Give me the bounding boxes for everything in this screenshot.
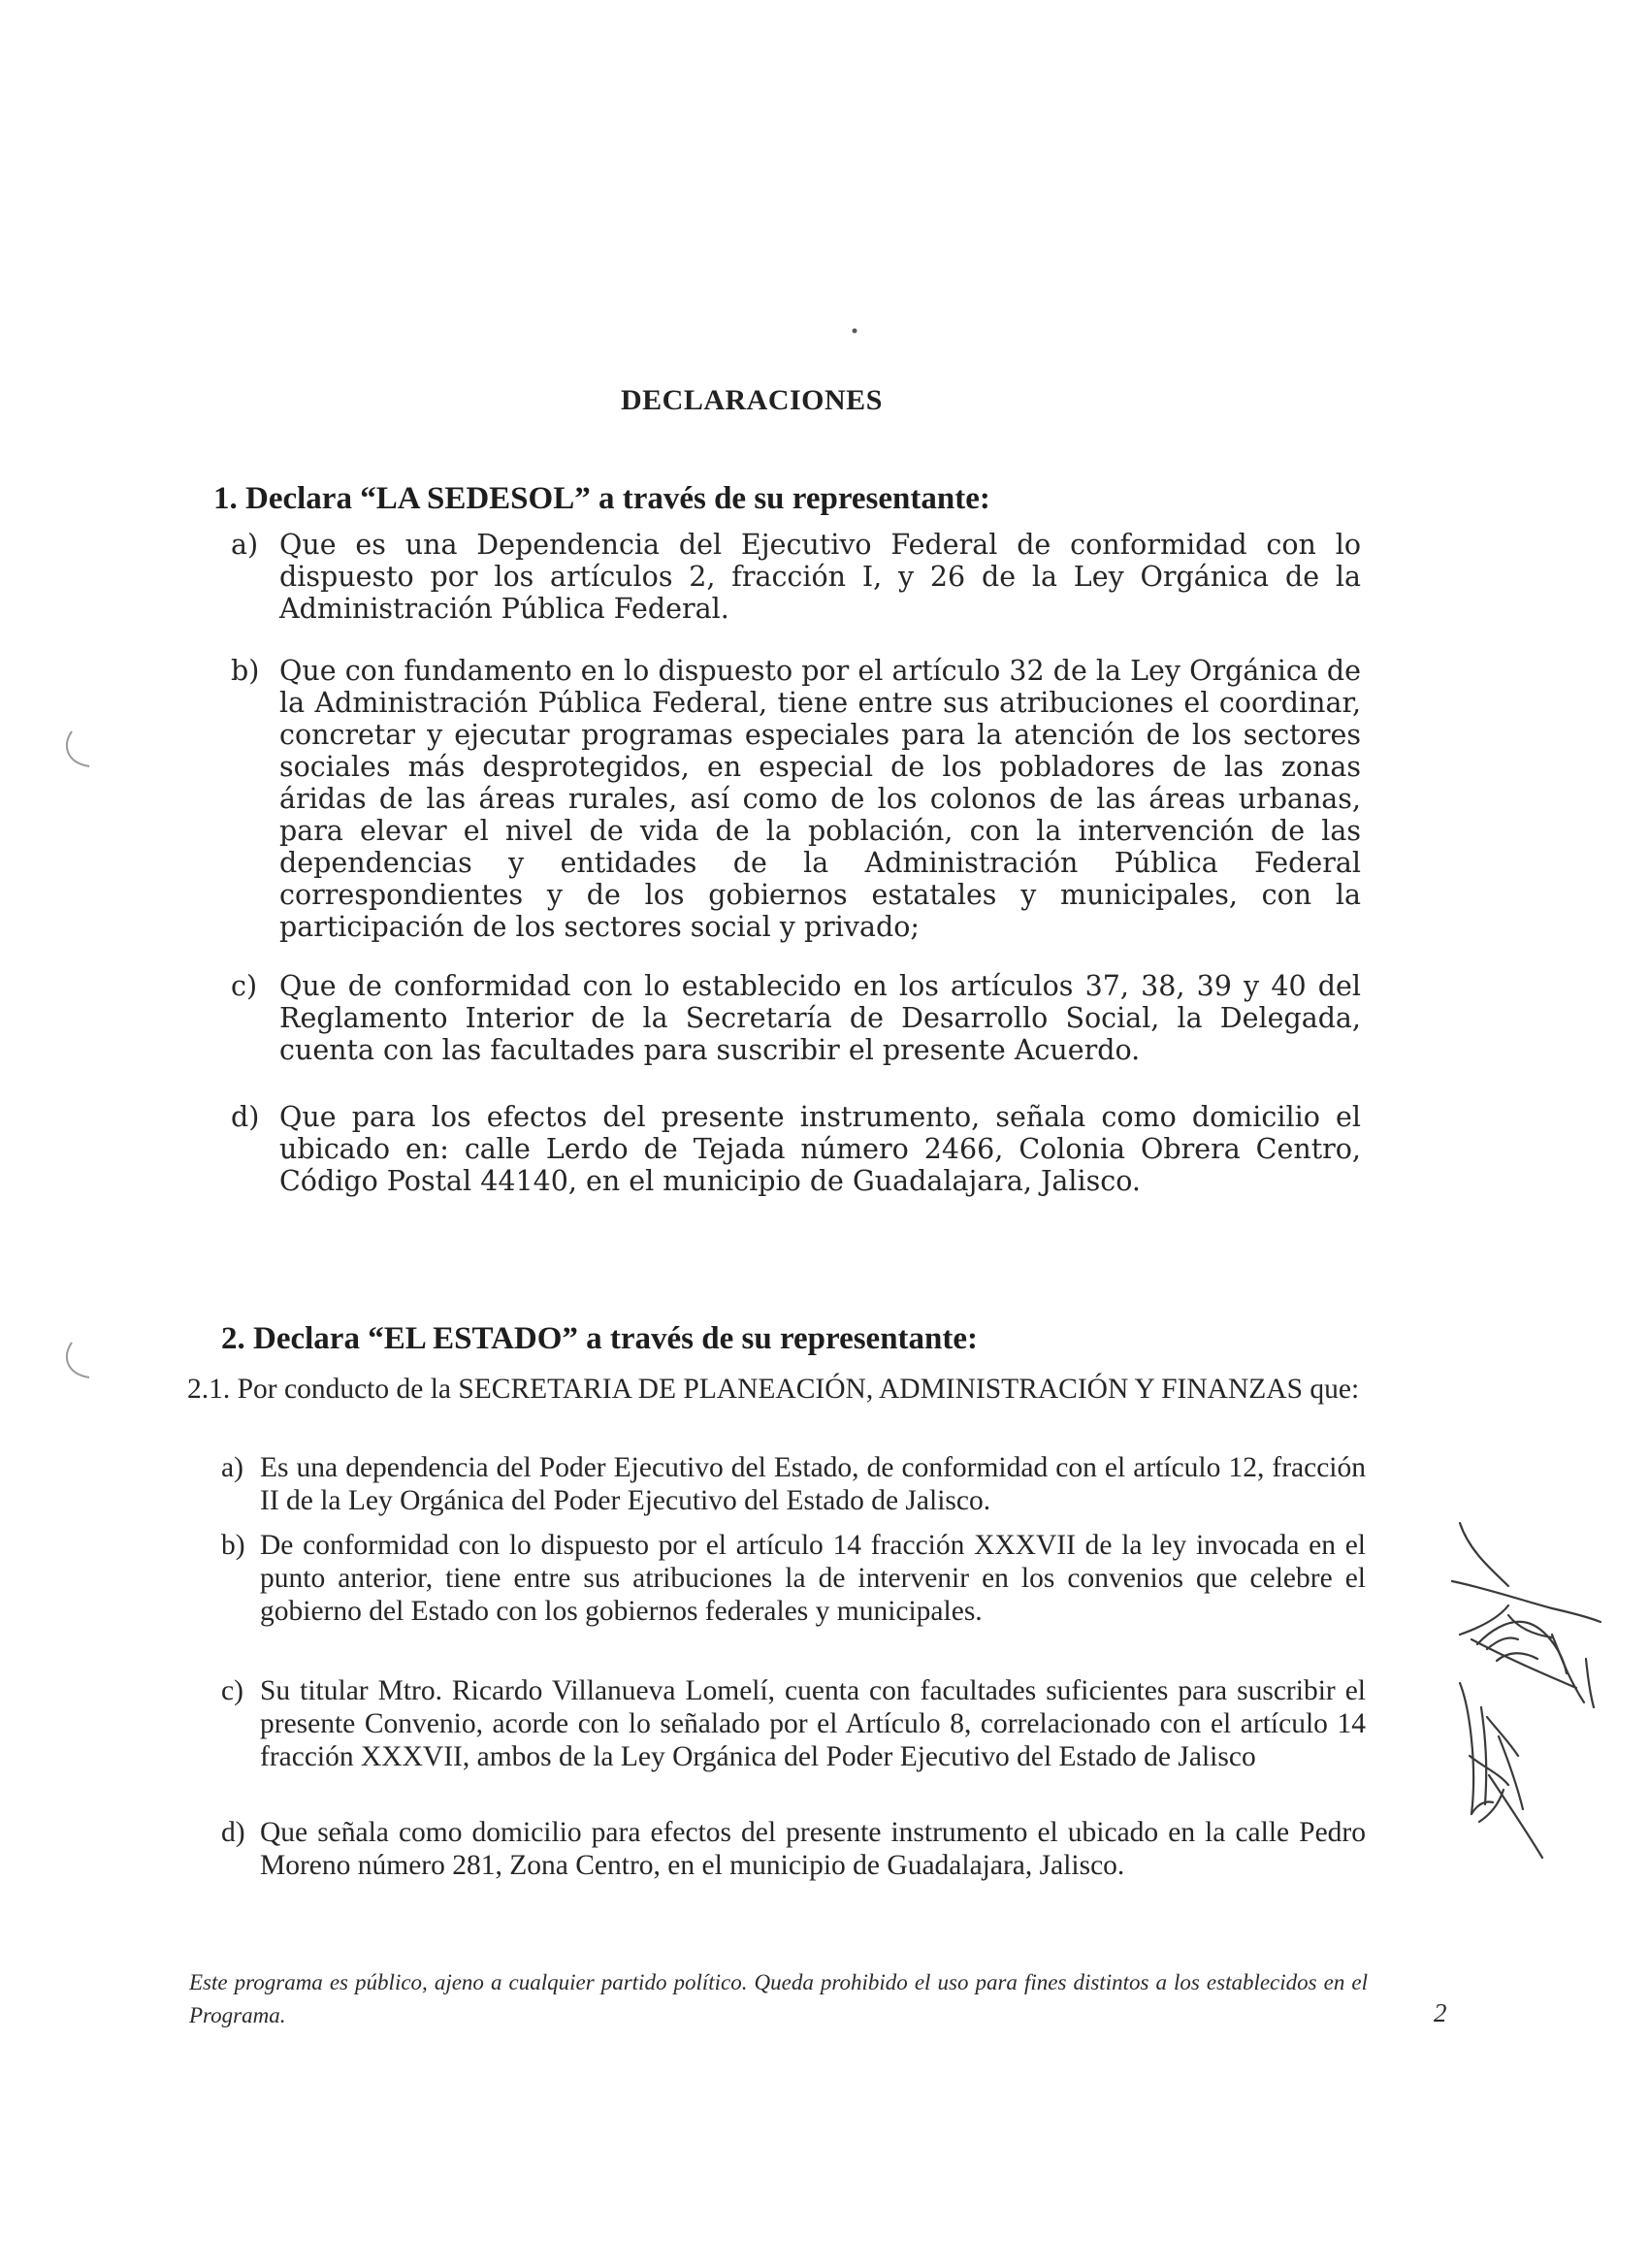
item-label: c) xyxy=(221,1675,243,1706)
item-label: a) xyxy=(221,1452,243,1483)
item-text: Es una dependencia del Poder Ejecutivo del Estado, de conformidad con el artículo 12, fracción II de la Ley Orgánica del Poder Ejecutivo del Estado de Jalisco. xyxy=(260,1452,1366,1516)
item-text: Que para los efectos del presente instrumento, señala como domicilio el ubicado en: calle Lerdo de Tejada número 2466, Colonia Obrera Centro, Código Postal 44140, en el municipio de Guadalajara, Jalisco. xyxy=(279,1101,1361,1197)
footer-disclaimer: Este programa es público, ajeno a cualquier partido político. Queda prohibido el uso para fines distintos a los establecidos en el Programa. xyxy=(189,1970,1368,2027)
item-label: d) xyxy=(231,1101,260,1133)
item-text: De conformidad con lo dispuesto por el artículo 14 fracción XXXVII de la ley invocada en el punto anterior, tiene entre sus atribuciones la de intervenir en los convenios que celebre el gobierno del Estado con los gobiernos federales y municipales. xyxy=(260,1530,1366,1627)
item-text: Que es una Dependencia del Ejecutivo Federal de conformidad con lo dispuesto por los artículos 2, fracción I, y 26 de la Ley Orgánica de la Administración Pública Federal. xyxy=(279,529,1361,625)
section-1-heading: 1. Declara “LA SEDESOL” a través de su representante: xyxy=(213,481,990,516)
scan-mark-dot xyxy=(849,325,860,337)
item-text: Que con fundamento en lo dispuesto por el artículo 32 de la Ley Orgánica de la Administración Pública Federal, tiene entre sus atribuciones el coordinar, concretar y ejecutar programas especiales para la atención de los sectores sociales más desprotegidos, en especial de los pobladores de las zonas áridas de las áreas rurales, así como de los colonos de las áreas urbanas, para elevar el nivel de vida de la población, con la intervención de las dependencias y entidades de la Administración Pública Federal correspondientes y de los gobiernos estatales y municipales, con la participación de los sectores social y privado; xyxy=(279,655,1361,943)
item-label: b) xyxy=(221,1530,245,1561)
item-text: Su titular Mtro. Ricardo Villanueva Lomelí, cuenta con facultades suficientes para suscribir el presente Convenio, acorde con lo señalado por el Artículo 8, correlacionado con el artículo 14 fracción XXXVII, ambos de la Ley Orgánica del Poder Ejecutivo del Estado de Jalisco xyxy=(260,1675,1366,1772)
handwritten-signature xyxy=(1363,1513,1615,1882)
item-label: b) xyxy=(231,655,260,687)
page-number: 2 xyxy=(1434,1998,1447,2027)
item-text: Que de conformidad con lo establecido en los artículos 37, 38, 39 y 40 del Reglamento Interior de la Secretaría de Desarrollo Social, la Delegada, cuenta con las facultades para suscribir el presente Acuerdo. xyxy=(279,970,1361,1066)
section-2-heading: 2. Declara “EL ESTADO” a través de su representante: xyxy=(221,1321,979,1356)
item-label: d) xyxy=(221,1817,245,1848)
item-text: Que señala como domicilio para efectos del presente instrumento el ubicado en la calle Pedro Moreno número 281, Zona Centro, en el municipio de Guadalajara, Jalisco. xyxy=(260,1817,1366,1881)
section-2-subheading: 2.1. Por conducto de la SECRETARIA DE PLANEACIÓN, ADMINISTRACIÓN Y FINANZAS que: xyxy=(187,1374,1360,1405)
scan-mark-bracket-2 xyxy=(60,1339,99,1387)
item-label: a) xyxy=(231,529,259,561)
scan-mark-bracket-1 xyxy=(60,728,99,776)
page-title: DECLARACIONES xyxy=(621,384,883,416)
item-label: c) xyxy=(231,970,258,1002)
